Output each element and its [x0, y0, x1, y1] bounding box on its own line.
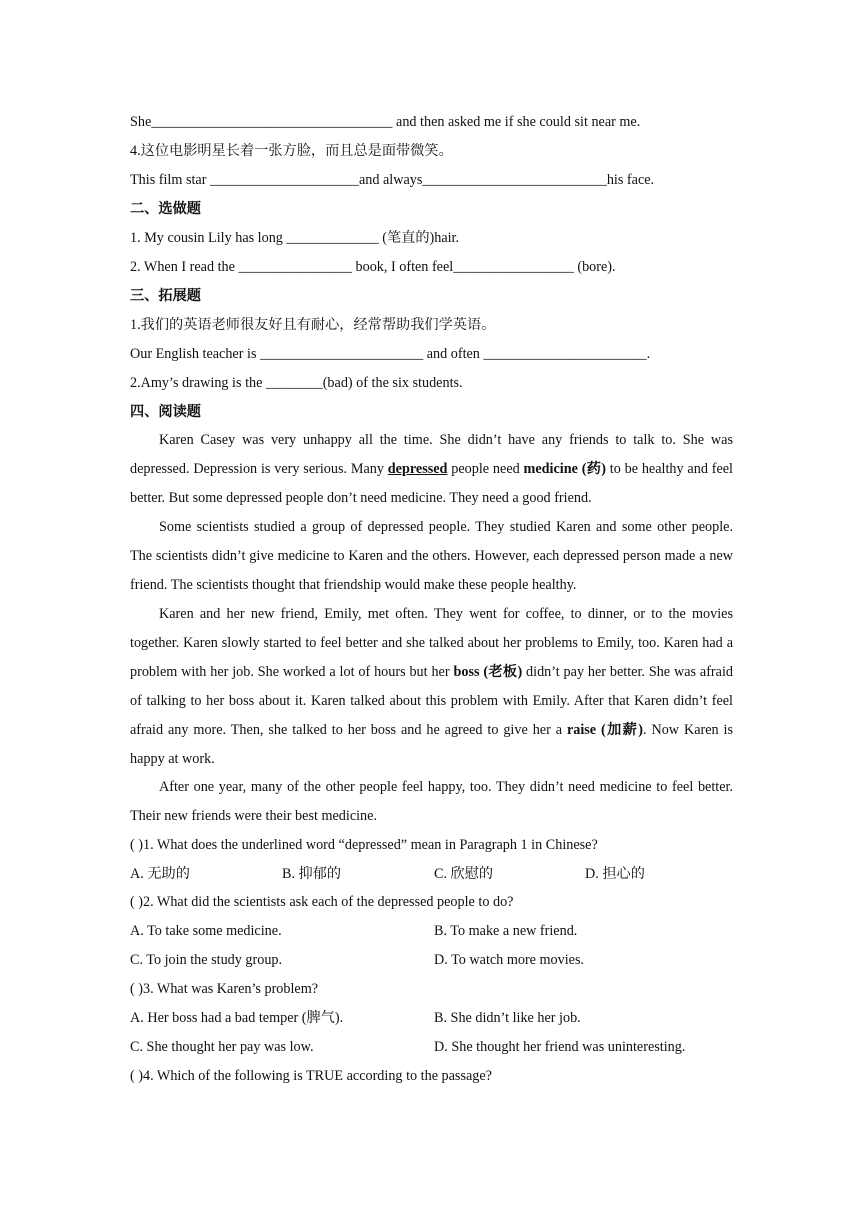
- exercise-line: 1.我们的英语老师很友好且有耐心，经常帮助我们学英语。: [130, 317, 496, 333]
- q2-option-b: B. To make a new friend.: [434, 923, 578, 939]
- q1-option-a: A. 无助的: [130, 866, 190, 882]
- exercise-line: 2.Amy’s drawing is the ________(bad) of the six students.: [130, 375, 463, 391]
- exercise-line: 4.这位电影明星长着一张方脸，而且总是面带微笑。: [130, 143, 453, 159]
- section-heading: 三、拓展题: [130, 288, 201, 304]
- underlined-word: depressed: [387, 460, 448, 477]
- q2-option-c: C. To join the study group.: [130, 952, 283, 968]
- exercise-line: This film star _____________________and always__________________________his face.: [130, 172, 655, 188]
- paragraph-text: . Now Karen is happy at work.: [130, 721, 733, 767]
- bold-gloss: raise (加薪): [566, 721, 643, 738]
- section-heading: 四、阅读题: [130, 404, 201, 420]
- q3-option-a: A. Her boss had a bad temper (脾气).: [130, 1010, 344, 1026]
- q1-option-d: D. 担心的: [585, 866, 645, 882]
- question-1: ( )1. What does the underlined word “depressed” mean in Paragraph 1 in Chinese?: [130, 837, 598, 853]
- paragraph-text: people need: [447, 460, 524, 477]
- reading-paragraph-1: [130, 426, 733, 513]
- question-3: ( )3. What was Karen’s problem?: [130, 981, 319, 997]
- bold-gloss: medicine (药): [523, 460, 606, 477]
- reading-paragraph-4: After one year, many of the other people feel happy, too. They didn’t need medicine to feel better. Their new friends were their best medicine.: [130, 779, 733, 824]
- exercise-line: Our English teacher is _______________________ and often _______________________.: [130, 346, 651, 362]
- question-4: ( )4. Which of the following is TRUE according to the passage?: [130, 1068, 492, 1084]
- exercise-line: 2. When I read the ________________ book, I often feel_________________ (bore).: [130, 259, 616, 275]
- q1-option-b: B. 抑郁的: [282, 866, 342, 882]
- section-heading: 二、选做题: [130, 201, 201, 217]
- paragraph-text: didn’t pay her better. She was afraid of talking to her boss about it. Karen talked about this problem with Emily. After that Karen didn’t feel afraid any more. Then, she talked to her boss and he agreed to give her a: [130, 663, 733, 738]
- bold-gloss: boss (老板): [453, 663, 523, 680]
- q2-option-a: A. To take some medicine.: [130, 923, 282, 939]
- q3-option-b: B. She didn’t like her job.: [434, 1010, 581, 1026]
- question-2: ( )2. What did the scientists ask each of the depressed people to do?: [130, 894, 514, 910]
- q2-option-d: D. To watch more movies.: [434, 952, 585, 968]
- q3-option-d: D. She thought her friend was uninteresting.: [434, 1039, 686, 1055]
- reading-paragraph-2: Some scientists studied a group of depressed people. They studied Karen and some other people. The scientists didn’t give medicine to Karen and the others. However, each depressed person made a new friend. The scientists thought that friendship would make these people healthy.: [130, 519, 733, 593]
- q1-option-c: C. 欣慰的: [434, 866, 494, 882]
- q3-option-c: C. She thought her pay was low.: [130, 1039, 314, 1055]
- paragraph-text: to be healthy and feel better. But some depressed people don’t need medicine. They need a good friend.: [130, 460, 733, 506]
- reading-paragraph-3: [130, 600, 733, 773]
- exercise-line: She__________________________________ and then asked me if she could sit near me.: [130, 114, 641, 130]
- exercise-line: 1. My cousin Lily has long _____________ (笔直的)hair.: [130, 230, 460, 246]
- paragraph-text: Karen Casey was very unhappy all the time. She didn’t have any friends to talk to. She was depressed. Depression is very serious. Many: [130, 432, 733, 477]
- paragraph-text: Karen and her new friend, Emily, met often. They went for coffee, to dinner, or to the movies together. Karen slowly started to feel better and she talked about her problems to Emily, too. Karen had a problem with her job. She worked a lot of hours but her: [130, 606, 733, 680]
